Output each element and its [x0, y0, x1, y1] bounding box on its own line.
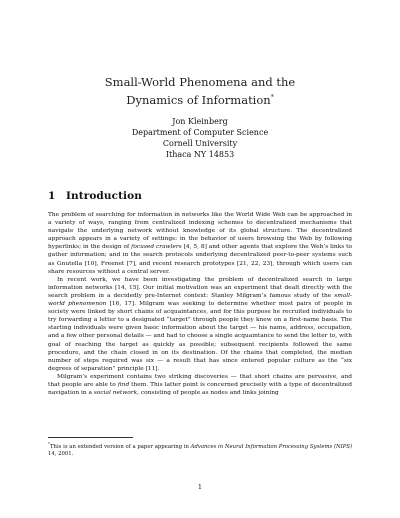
paragraph-3-part-b: them. This latter point is concerned precisely with a type of decentralized navigation in a: [48, 381, 352, 397]
title-line-2-text: Dynamics of Information: [126, 92, 271, 107]
paragraph-3-emphasis-2: social network: [93, 390, 138, 397]
footnote-text-a: This is an extended version of a paper appearing in: [50, 443, 191, 450]
author-location: Ithaca NY 14853: [165, 150, 235, 159]
footnote-venue: Advances in Neural Information Processing Systems (NIPS): [190, 443, 353, 450]
title-line-2: [0, 90, 400, 108]
footnote: [48, 440, 352, 458]
author-university: Cornell University: [162, 139, 238, 148]
paragraph-3: [48, 373, 352, 397]
body-text: [48, 211, 352, 397]
paragraph-1-part-b: [4, 5, 8] and other agents that explore the Web’s links to gather information; and in the search protocols underlying decentralized peer-to-peer systems such as Gnutella [10], Freenet [7], and recent research prototypes [21, 22, 23], through which users can share resources without a central server.: [48, 244, 352, 275]
paragraph-3-part-a: Milgram’s experiment contains two striking discoveries — that short chains are pervasive, and that people are able to: [48, 373, 352, 388]
paragraph-1-emphasis: focused crawlers: [131, 244, 182, 251]
paragraph-1-part-a: The problem of searching for information in networks like the World Wide Web can be approached in a variety of ways, ranging from centralized indexing schemes to decentralized mechanisms that navigate the underlying network without knowledge of its global structure. The decentralized approach appears in a variety of settings: in the behavior of users browsing the Web by following hyperlinks; in the design of: [48, 212, 352, 251]
section-heading: [48, 190, 142, 202]
footnote-mark: *: [48, 441, 50, 446]
page-number: 1: [197, 483, 203, 491]
author-name: Jon Kleinberg: [172, 117, 228, 126]
paragraph-3-emphasis-1: find: [117, 381, 130, 388]
paragraph-3-part-c: , consisting of people as nodes and links joining: [137, 390, 279, 397]
section-title: Introduction: [66, 190, 142, 202]
title-line-1: Small-World Phenomena and the: [104, 75, 296, 89]
paper-title: [0, 74, 400, 108]
author-department: Department of Computer Science: [131, 128, 269, 137]
paragraph-2-emphasis: small-world phenomenon: [48, 292, 352, 308]
section-number: 1: [48, 190, 56, 202]
footnote-divider: [48, 437, 133, 438]
author-block: [0, 116, 400, 160]
footnote-text-b: 14, 2001.: [48, 450, 74, 457]
paragraph-2: [48, 276, 352, 373]
title-footnote-mark: *: [270, 94, 274, 101]
paragraph-1: [48, 211, 352, 276]
paragraph-2-part-a: In recent work, we have been investigating the problem of decentralized search in large information networks [14, 15]. Our initial motivation was an experiment that dealt directly with the search problem in a decidedly pre-Internet context: Stanley Milgram’s famous study of the: [48, 276, 352, 299]
paragraph-2-part-b: [16, 17]. Milgram was seeking to determine whether most pairs of people in society were linked by short chains of acquaintances, and for this purpose he recruited individuals to try forwarding a letter to a designated “target” through people they knew on a first-name basis. The starting individuals were given basic information about the target — his name, address, occupation, and a few other personal details — and had to choose a single acquaintance to send the letter to, with goal of reaching the target as quickly as possible; subsequent recipients followed the same procedure, and the chain closed in on its destination. Of the chains that completed, the median number of steps required was six — a result that has since entered popular culture as the “six degrees of separation” principle [11].: [48, 301, 353, 372]
